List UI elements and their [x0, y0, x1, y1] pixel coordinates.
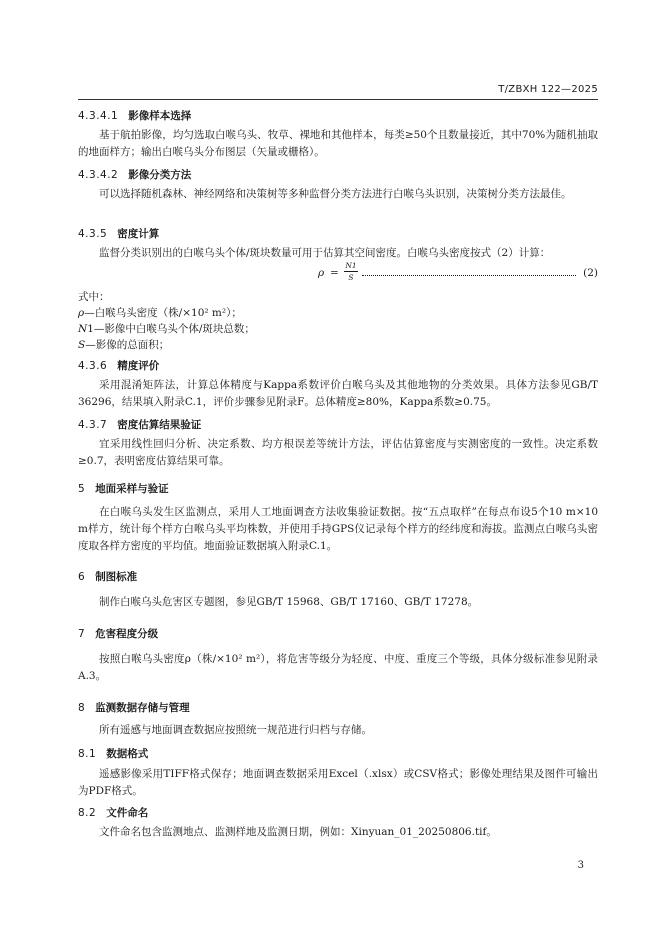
heading-7 — [78, 626, 158, 641]
paragraph-ground-sampling: 在白喉乌头发生区监测点，采用人工地面调查方法收集验证数据。按“五点取样”在每点布设5个10 m×10 m样方，统计每个样方白喉乌头平均株数，并使用手持GPS仪记录每个样方的经纬度和海拔。监测点白喉乌头密度取各样方密度的平均值。地面验证数据填入附录C.1。 — [78, 506, 598, 552]
heading-title: 影像样本选择 — [128, 110, 192, 122]
heading-number: 4.3.7 — [78, 419, 108, 431]
paragraph-density-calculation: 监督分类识别出的白喉乌头个体/斑块数量可用于估算其空间密度。白喉乌头密度按式（2）计算： — [99, 247, 551, 259]
heading-number: 8.1 — [78, 748, 97, 760]
density-formula — [318, 261, 598, 284]
paragraph-damage-grading: 按照白喉乌头密度ρ（株/×10² m²），将危害等级分为轻度、中度、重度三个等级，具体分级标准参见附录A.3。 — [78, 653, 598, 682]
formula-lhs: ρ — [318, 267, 325, 279]
definition-n1: N1—影像中白喉乌头个体/斑块总数； — [78, 323, 255, 335]
heading-5 — [78, 481, 169, 496]
heading-number: 7 — [78, 628, 86, 640]
heading-4-3-4-1 — [78, 108, 191, 123]
heading-title: 数据格式 — [106, 748, 149, 760]
heading-number: 4.3.6 — [78, 360, 108, 372]
heading-4-3-4-2 — [78, 167, 191, 182]
heading-title: 文件命名 — [106, 807, 149, 819]
heading-4-3-6 — [78, 358, 159, 373]
paragraph-result-verification: 宜采用线性回归分析、决定系数、均方根误差等统计方法，评估估算密度与实测密度的一致性。决定系数≥0.7，表明密度估算结果可靠。 — [78, 438, 598, 467]
heading-number: 8.2 — [78, 807, 97, 819]
heading-title: 影像分类方法 — [128, 169, 192, 181]
formula-numerator: N1 — [345, 261, 357, 270]
definition-rho: ρ—白喉乌头密度（株/×10² m²）； — [78, 307, 242, 319]
paragraph-data-storage: 所有遥感与地面调查数据应按照统一规范进行归档与存储。 — [99, 724, 372, 736]
heading-title: 密度计算 — [117, 228, 160, 240]
heading-number: 4.3.5 — [78, 228, 108, 240]
paragraph-mapping-standard: 制作白喉乌头危害区专题图，参见GB/T 15968、GB/T 17160、GB/T 17278。 — [99, 596, 479, 608]
formula-number: (2) — [583, 267, 598, 279]
heading-number: 4.3.4.2 — [78, 169, 119, 181]
heading-title: 制图标准 — [95, 571, 138, 583]
symbol-s: S — [78, 339, 86, 351]
page-number: 3 — [577, 860, 584, 871]
symbol-n: N — [78, 323, 88, 335]
heading-8 — [78, 700, 190, 715]
formula-equals: = — [330, 267, 339, 279]
heading-8-2 — [78, 805, 148, 820]
formula-leader-dots — [362, 275, 576, 276]
heading-number: 5 — [78, 483, 86, 495]
heading-title: 危害程度分级 — [95, 628, 159, 640]
standard-code: T/ZBXH 122—2025 — [498, 84, 598, 95]
heading-4-3-7 — [78, 417, 201, 432]
heading-title: 监测数据存储与管理 — [95, 702, 190, 714]
definition-s: S—影像的总面积； — [78, 339, 170, 351]
formula-denominator: S — [348, 273, 354, 282]
header-rule — [78, 99, 598, 100]
heading-title: 地面采样与验证 — [95, 483, 169, 495]
fraction-bar — [344, 271, 358, 272]
heading-number: 4.3.4.1 — [78, 110, 119, 122]
paragraph-accuracy-evaluation: 采用混淆矩阵法，计算总体精度与Kappa系数评价白喉乌头及其他地物的分类效果。具体方法参见GB/T 36296，结果填入附录C.1，评价步骤参见附录F。总体精度≥80%，Kappa系数≥0.75。 — [78, 379, 598, 408]
symbol-rho: ρ — [78, 307, 85, 319]
heading-8-1 — [78, 746, 148, 761]
paragraph-data-format: 遥感影像采用TIFF格式保存；地面调查数据采用Excel（.xlsx）或CSV格式；影像处理结果及图件可输出为PDF格式。 — [78, 768, 598, 797]
heading-number: 8 — [78, 702, 86, 714]
formula-fraction — [344, 261, 358, 282]
heading-title: 密度估算结果验证 — [117, 419, 202, 431]
heading-6 — [78, 569, 137, 584]
paragraph-sample-selection: 基于航拍影像，均匀选取白喉乌头、牧草、裸地和其他样本，每类≥50个且数量接近，其中70%为随机抽取的地面样方；输出白喉乌头分布图层（矢量或栅格）。 — [78, 129, 598, 158]
paragraph-classification-method: 可以选择随机森林、神经网络和决策树等多种监督分类方法进行白喉乌头识别，决策树分类方法最佳。 — [99, 188, 572, 200]
heading-number: 6 — [78, 571, 86, 583]
paragraph-file-naming: 文件命名包含监测地点、监测样地及监测日期，例如：Xinyuan_01_20250806.tif。 — [99, 826, 497, 838]
heading-title: 精度评价 — [117, 360, 160, 372]
where-label: 式中： — [78, 291, 110, 303]
heading-4-3-5 — [78, 226, 159, 241]
